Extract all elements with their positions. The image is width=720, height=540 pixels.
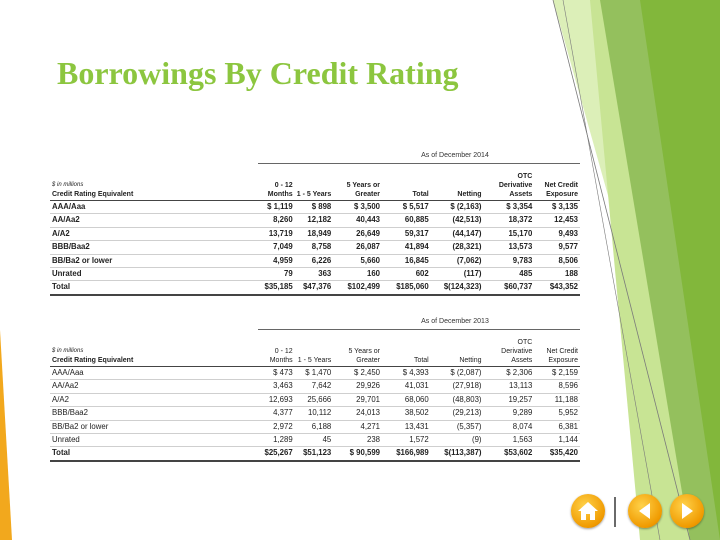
home-button[interactable] [571,494,605,528]
table-cell: (27,918) [431,380,484,393]
column-header: 5 Years or Greater [333,166,382,201]
table-cell: (48,803) [431,393,484,406]
row-label: A/A2 [50,393,258,406]
table-cell: (42,513) [431,214,484,227]
table-cell: $60,737 [484,281,535,295]
table-cell: $ 90,599 [333,447,382,461]
table-cell: (28,321) [431,241,484,254]
table-cell: 59,317 [382,227,431,240]
row-label: Total [50,447,258,461]
row-label: A/A2 [50,227,258,240]
column-header: 0 - 12 Months [258,332,295,367]
table-cell: 13,113 [484,380,535,393]
table-cell: $ (2,087) [431,367,484,380]
as-of-heading: As of December 2014 [421,152,489,159]
table-cell: $ (2,163) [431,201,484,214]
data-table [50,332,580,462]
table-cell: $ 3,500 [333,201,382,214]
row-header-label: Credit Rating Equivalent [52,357,134,364]
table-cell: 12,182 [295,214,334,227]
column-header: 1 - 5 Years [295,332,334,367]
table-cell: 45 [295,434,334,447]
table-cell: $47,376 [295,281,334,295]
table-cell: 1,144 [534,434,580,447]
table-cell: $ 3,354 [484,201,535,214]
table-cell: 485 [484,268,535,281]
table-row [50,420,580,433]
table-cell: 13,431 [382,420,431,433]
table-cell: 8,596 [534,380,580,393]
table-cell: $53,602 [484,447,535,461]
table-cell: $166,989 [382,447,431,461]
table-cell: 79 [258,268,295,281]
table-cell: 8,506 [534,254,580,267]
column-header: Net Credit Exposure [534,332,580,367]
heading-rule [258,329,580,330]
table-cell: 238 [333,434,382,447]
column-header: Netting [431,166,484,201]
row-label: BBB/Baa2 [50,407,258,420]
table-row [50,227,580,240]
data-table [50,166,580,296]
table-row [50,241,580,254]
column-header: 1 - 5 Years [295,166,334,201]
table-cell: 40,443 [333,214,382,227]
row-label: Unrated [50,268,258,281]
table-cell: 5,660 [333,254,382,267]
table-cell: 602 [382,268,431,281]
heading-rule [258,163,580,164]
row-label: AAA/Aaa [50,367,258,380]
column-header: 0 - 12 Months [258,166,295,201]
table-cell: 41,031 [382,380,431,393]
table-row [50,254,580,267]
column-header: 5 Years or Greater [333,332,382,367]
table-cell: 68,060 [382,393,431,406]
table-cell: $ 1,470 [295,367,334,380]
table-row [50,434,580,447]
table-cell: 13,573 [484,241,535,254]
arrow-right-icon [670,494,704,528]
table-cell: $35,185 [258,281,295,295]
table-cell: 2,972 [258,420,295,433]
table-cell: 7,049 [258,241,295,254]
table-cell: $ 898 [295,201,334,214]
table-cell: (7,062) [431,254,484,267]
total-row [50,281,580,295]
row-label: AAA/Aaa [50,201,258,214]
table-cell: $185,060 [382,281,431,295]
row-label: Unrated [50,434,258,447]
table-cell: 7,642 [295,380,334,393]
table-row [50,393,580,406]
table-cell: 24,013 [333,407,382,420]
column-header: OTC Derivative Assets [484,166,535,201]
table-row [50,214,580,227]
row-header-cell [50,166,258,201]
table-cell: (5,357) [431,420,484,433]
table-cell: 41,894 [382,241,431,254]
table-cell: 13,719 [258,227,295,240]
table-cell: 8,758 [295,241,334,254]
table-cell: 18,949 [295,227,334,240]
table-cell: 4,271 [333,420,382,433]
table-cell: 26,649 [333,227,382,240]
table-cell: $ 2,159 [534,367,580,380]
table-cell: $ 4,393 [382,367,431,380]
table-cell: 363 [295,268,334,281]
column-header: Netting [431,332,484,367]
row-header-cell [50,332,258,367]
table-cell: 1,563 [484,434,535,447]
table-cell: 26,087 [333,241,382,254]
next-slide-button[interactable] [670,494,704,528]
table-cell: 1,572 [382,434,431,447]
row-label: BB/Ba2 or lower [50,254,258,267]
table-cell: 29,701 [333,393,382,406]
table-cell: 9,577 [534,241,580,254]
column-header: Total [382,332,431,367]
home-icon [571,494,605,528]
table-cell: 6,381 [534,420,580,433]
column-header: Total [382,166,431,201]
table-cell: 9,493 [534,227,580,240]
row-label: BB/Ba2 or lower [50,420,258,433]
units-label: $ in millions [52,182,84,188]
table-header-row [50,166,580,201]
table-cell: 8,260 [258,214,295,227]
table-cell: 11,188 [534,393,580,406]
table-cell: 6,188 [295,420,334,433]
table-cell: 16,845 [382,254,431,267]
table-cell: (44,147) [431,227,484,240]
table-cell: 3,463 [258,380,295,393]
table-cell: 160 [333,268,382,281]
table-cell: (29,213) [431,407,484,420]
table-row [50,380,580,393]
table-row [50,201,580,214]
table-cell: 12,693 [258,393,295,406]
table-cell: 19,257 [484,393,535,406]
row-label: AA/Aa2 [50,380,258,393]
table-row [50,367,580,380]
table-cell: 29,926 [333,380,382,393]
table-cell: 4,959 [258,254,295,267]
table-header-row [50,332,580,367]
table-cell: (117) [431,268,484,281]
table-cell: 1,289 [258,434,295,447]
table-cell: 6,226 [295,254,334,267]
table-cell: $ 2,306 [484,367,535,380]
table-cell: $102,499 [333,281,382,295]
table-cell: 18,372 [484,214,535,227]
table-cell: 9,783 [484,254,535,267]
table-cell: $(113,387) [431,447,484,461]
table-cell: 38,502 [382,407,431,420]
table-cell: 25,666 [295,393,334,406]
table-cell: 5,952 [534,407,580,420]
nav-separator [614,497,616,527]
table-cell: $25,267 [258,447,295,461]
total-row [50,447,580,461]
table-cell: 188 [534,268,580,281]
table-cell: $ 5,517 [382,201,431,214]
table-cell: 60,885 [382,214,431,227]
previous-slide-button[interactable] [628,494,662,528]
table-cell: 10,112 [295,407,334,420]
table-cell: (9) [431,434,484,447]
column-header: Net Credit Exposure [534,166,580,201]
table-cell: $ 3,135 [534,201,580,214]
table-cell: 9,289 [484,407,535,420]
table-row [50,268,580,281]
table-cell: $ 473 [258,367,295,380]
column-header: OTC Derivative Assets [484,332,535,367]
table-cell: 8,074 [484,420,535,433]
as-of-heading: As of December 2013 [421,318,489,325]
table-cell: $35,420 [534,447,580,461]
row-label: AA/Aa2 [50,214,258,227]
table-cell: 15,170 [484,227,535,240]
row-label: BBB/Baa2 [50,241,258,254]
table-row [50,407,580,420]
table-cell: $(124,323) [431,281,484,295]
table-cell: 12,453 [534,214,580,227]
row-label: Total [50,281,258,295]
row-header-label: Credit Rating Equivalent [52,191,134,198]
table-cell: 4,377 [258,407,295,420]
table-cell: $51,123 [295,447,334,461]
table-cell: $43,352 [534,281,580,295]
arrow-left-icon [628,494,662,528]
table-cell: $ 1,119 [258,201,295,214]
slide-title: Borrowings By Credit Rating [57,55,459,91]
table-cell: $ 2,450 [333,367,382,380]
units-label: $ in millions [52,348,84,354]
